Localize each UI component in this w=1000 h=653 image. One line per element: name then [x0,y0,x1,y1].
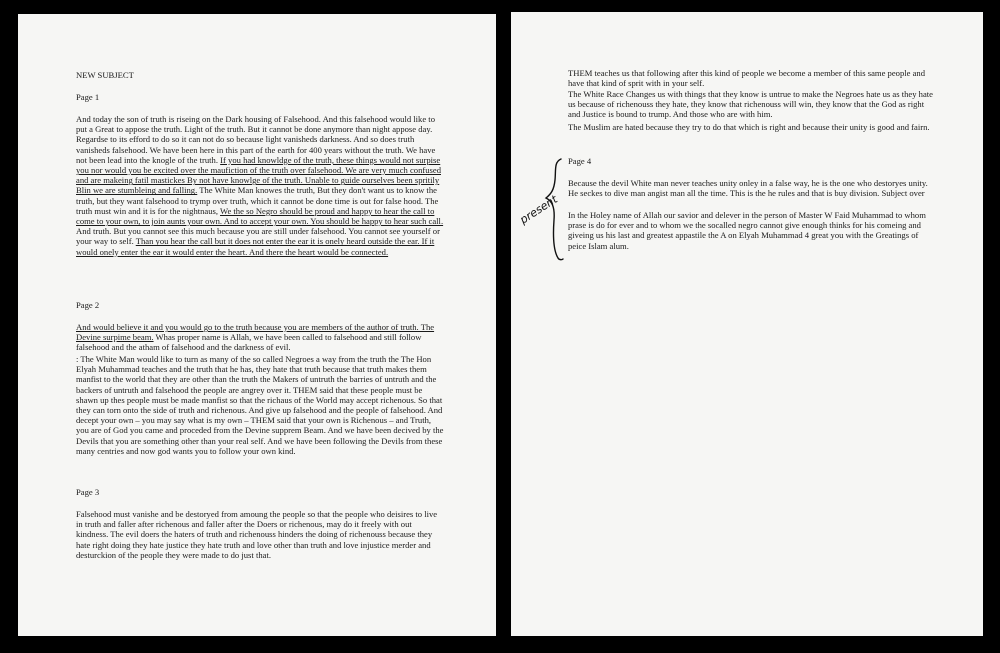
underlined-text-run: And would believe it and you would go to the truth because you are members of the author of truth. The Devine surpime beam. [76,322,435,343]
underlined-text-run: If you had knowldge of the truth, these things would not surpise you nor would you be excited over the maufiction of the truth over falsehood. We are very much confused and are makeing fatil mastickes By not have knowlge of the truth. Unable to guide ourselves been spritily Blin we are stumbleing and falling. [76,154,441,196]
handwritten-annotation [511,12,983,636]
paragraph-muslim-hated: The Muslim are hated because they try to do that which is right and because their unity is good and fairn. [568,122,930,132]
text-run: And today the son of truth is riseing on the Dark housing of Falsehood. And this falsehood would like to put a Great to appose the truth. Light of the truth. But it cannot be done anymore than night appose day. Regardse to its efford to do so it can not do so because light vanisheds darkness. And so does truth vanisheds falsehood. We have been here in this part of the earth for 400 years without the truth. We have not been lead into the knogle of the truth. [76,114,436,165]
page-3-heading: Page 3 [76,487,100,497]
handwritten-word: present [517,192,560,227]
text-run: And truth. But you cannot see this much because you are still under falsehood. You cannot see yourself or your way to self. [76,226,440,247]
page-2-body: : The White Man would like to turn as many of the so called Negroes a way from the truth the The Hon Elyah Muhammad teaches and the truth that he has, they hate that truth because that truth makes them manfist to the world that they are other than the truth the Makers of untruth the barries of untruth and the backers of untruth and falsehood the people are angrey over it. THEM said that these people must be shawn up thes people must be made manfist so that the richaus of the World may accept richenous. So that they can torn onto the side of truth and richenous. And give up falsehood and the people of falsehood. And decept your own – you may say what is my own – THEM said that your own is Richenous – and Truth, you are of God you came and proceded from the Devine supprem Beam. And we have been decived by the Devils that you are something other than your real self. And we have been following the Devils from these many centries and now god wants you to follow your own kind. [76,354,444,456]
underlined-text-run: Than you hear the call but it does not enter the ear it is onely heard outside the ear. If it would onely enter the ear it would enter the heart. And there the heart would be connected. [76,236,435,257]
page-3-text: Falsehood must vanishe and be destoryed from amoung the people so that the people who deisires to live in truth and faller after richenous and faller after the Doers or richenous, may do it freely with out kindness. The evil doers the haters of truth and richenouss hinders the doing of richenouss because they hate right doing they hate justice they hate truth and love other than truth and love injustice merder and desturckion of the people they were made to do just that. [76,509,438,560]
document-title: NEW SUBJECT [76,70,134,80]
text-run: The White Man knowes the truth, But they don't want us to know the truth, but they want falsehood to trymp over truth, which it cannot be done time is out for false hood. The truth must win and it is for the nightnaus, [76,185,439,216]
page-2-text [76,322,444,353]
paragraph-them-teaches: THEM teaches us that following after this kind of people we become a member of this same people and have that kind of sprit with in your self. [568,68,926,89]
page-4-closing: In the Holey name of Allah our savior and delever in the person of Master W Faid Muhammad to whom prase is do for ever and to whom we the socalled negro cannot give enough thinks for his comeing and giveing us his last and greatest appastile the A on Elyah Muhammad 4 great you with the Greatings of peice Islam alum. [568,210,926,251]
underlined-text-run: We the so Negro should be proud and happy to hear the call to come to your own, to join aunts your own. And to accept your own. You should be happy to hear such call. [76,205,444,227]
left-document-page [18,14,496,636]
page-1-text [76,114,444,257]
page-2-heading: Page 2 [76,300,100,310]
page-1-heading: Page 1 [76,92,100,102]
page-4-heading: Page 4 [568,156,592,166]
text-run: Whas proper name is Allah, we have been called to falsehood and still follow falsehood and the atham of falsehood and the darkness of evil. [76,332,422,353]
paragraph-white-race: The White Race Changes us with things that they know is untrue to make the Negroes hate us as they hate us because of richenouss they hate, they know that richenouss will win, they know that the God as right and Justice is bound to trump. And those who are with him. [568,89,933,120]
page-4-text: Because the devil White man never teaches unity onley in a false way, he is the one who destoryes unity. He seckes to dive man angist man all the time. This is the he rules and that is buy division. Subject over [568,178,928,199]
right-document-page [511,12,983,636]
